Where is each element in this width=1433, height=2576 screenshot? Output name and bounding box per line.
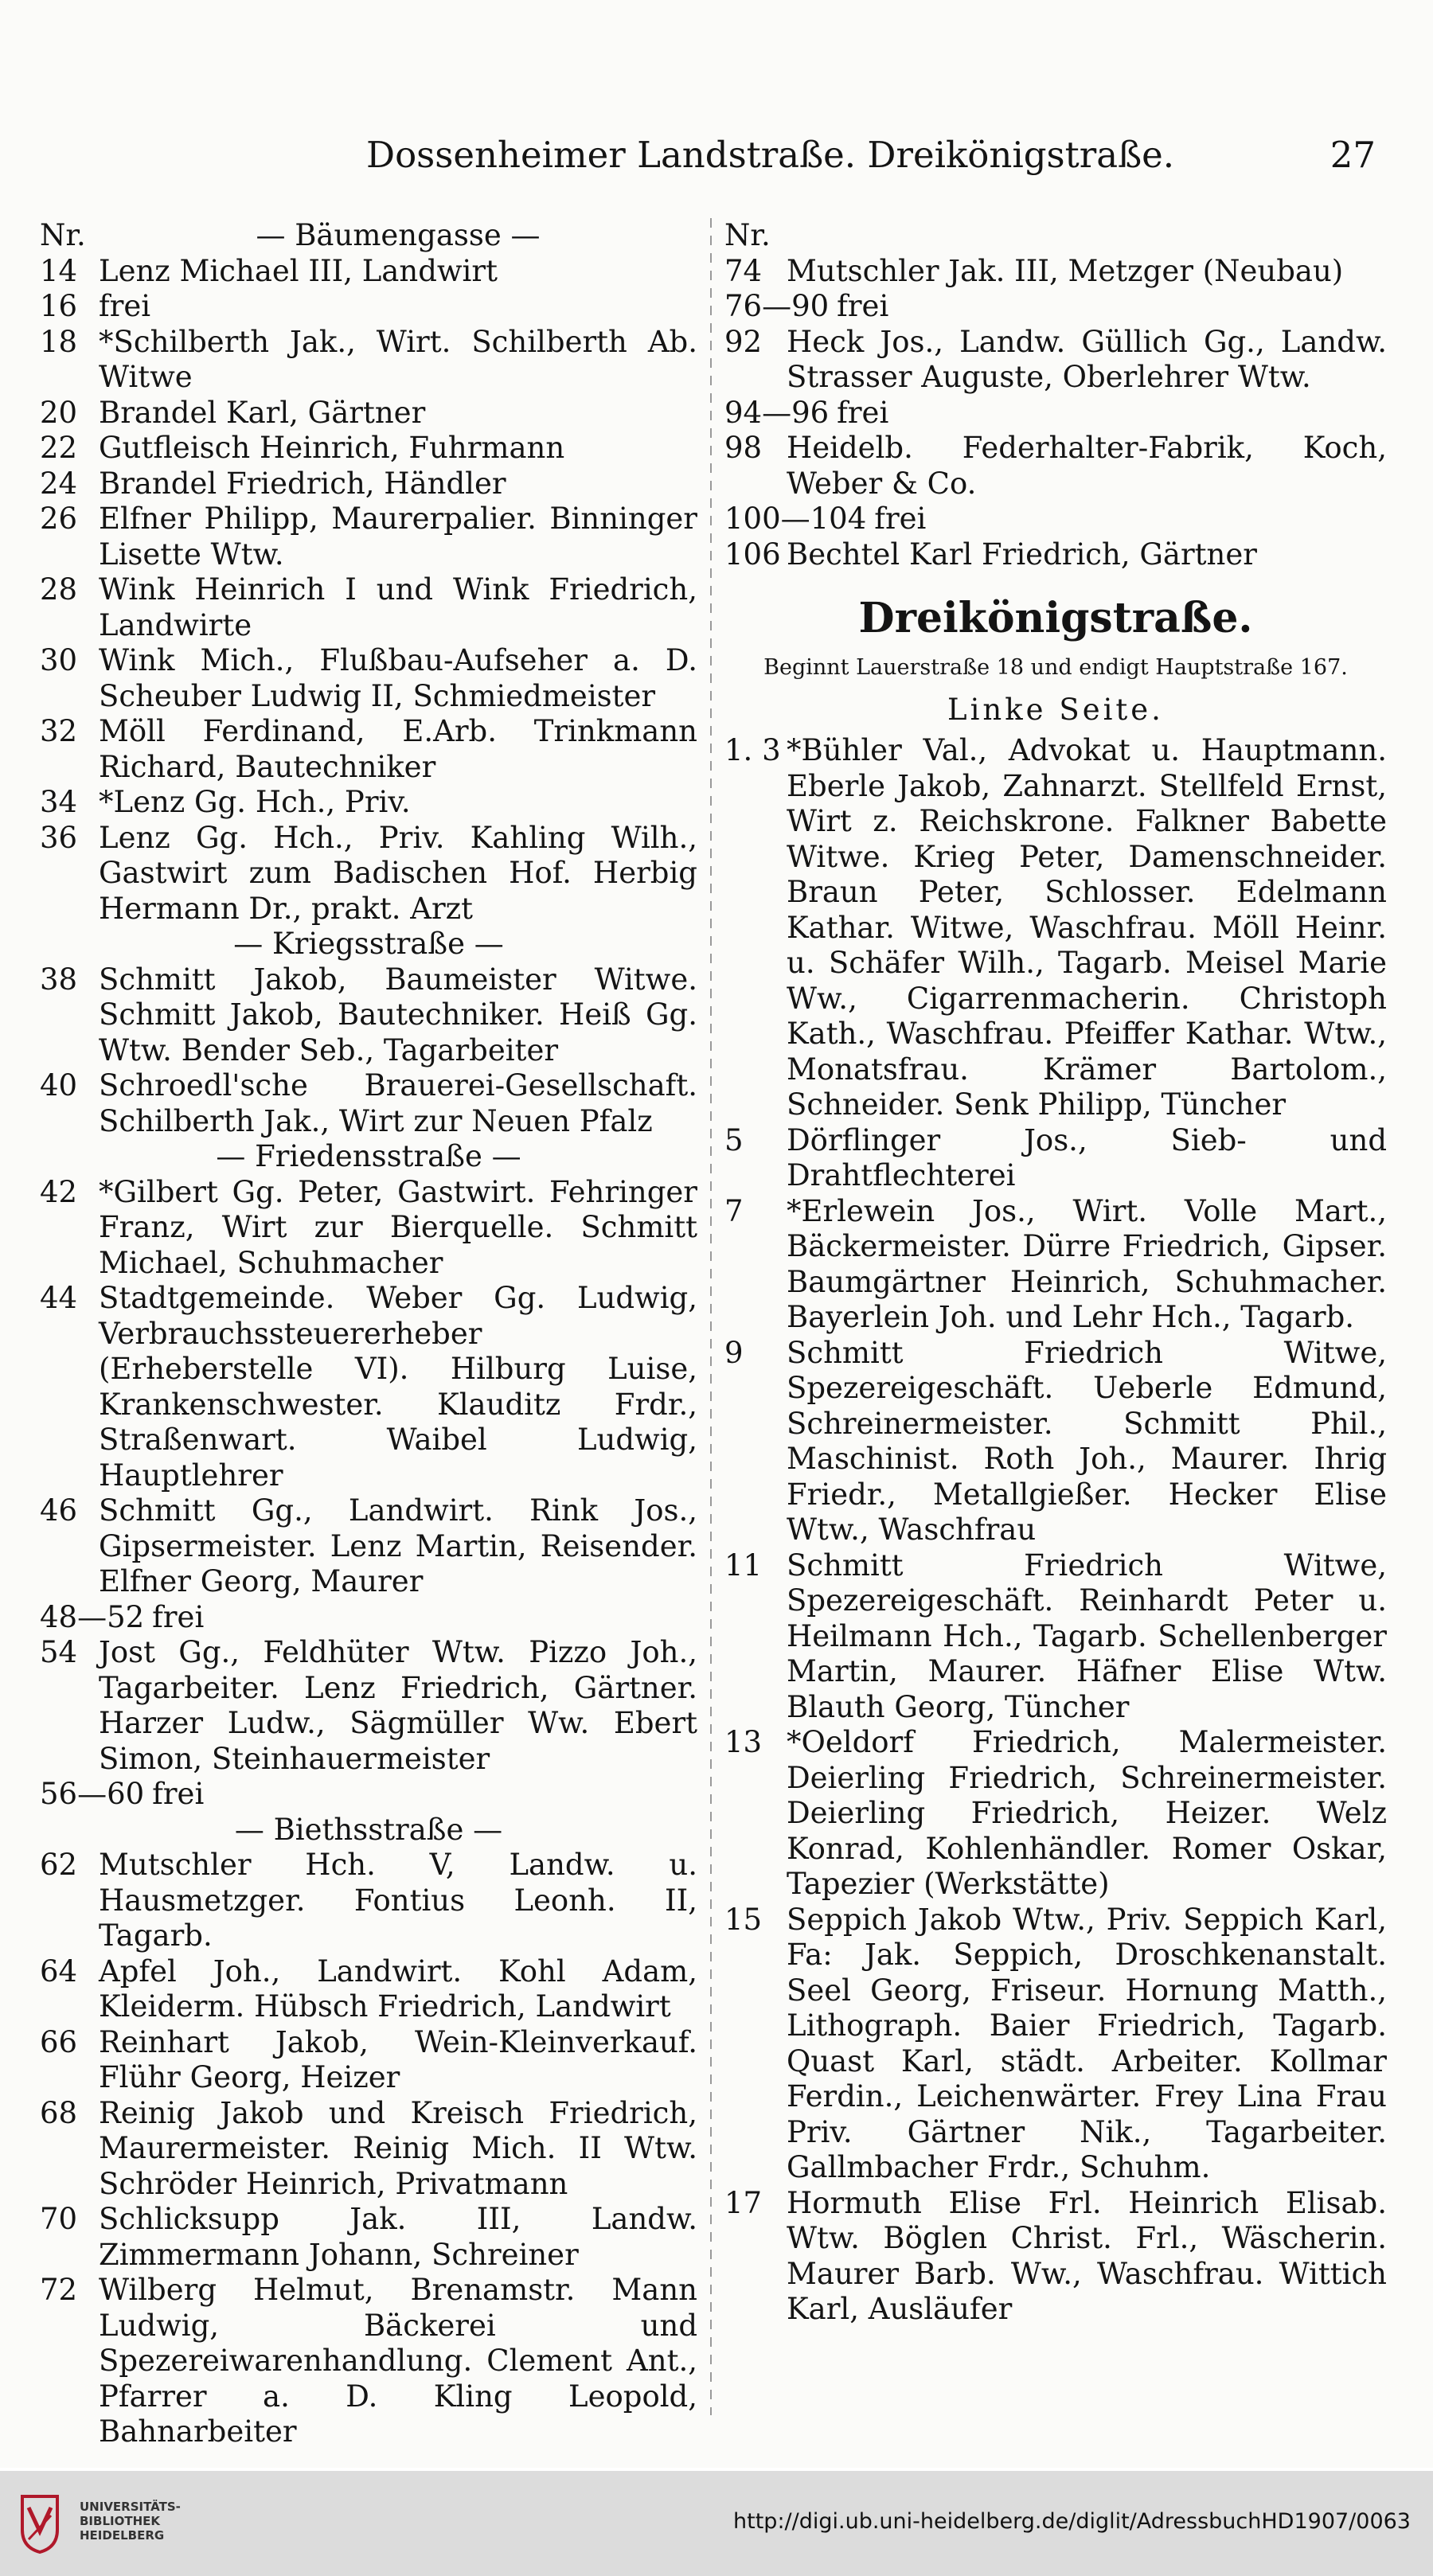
entry-text: Heck Jos., Landw. Güllich Gg., Landw. Strasser Auguste, Oberlehrer Wtw. [787, 324, 1387, 394]
address-entry [40, 466, 697, 502]
house-number: 44 [40, 1281, 78, 1315]
right-column [724, 218, 1387, 2328]
entry-text: Dörflinger Jos., Sieb- und Drahtflechterei [787, 1122, 1387, 1192]
address-entry [40, 2273, 697, 2450]
house-number: 9 [724, 1335, 744, 1370]
entry-text: Jost Gg., Feldhüter Wtw. Pizzo Joh., Tagarbeiter. Lenz Friedrich, Gärtner. Harzer Ludw., Sägmüller Ww. Ebert Simon, Steinhauermeister [99, 1635, 697, 1776]
house-number: 15 [724, 1902, 763, 1937]
address-entry [40, 2025, 697, 2096]
house-number: 11 [724, 1548, 763, 1583]
address-entry [724, 1725, 1387, 1903]
entry-text: frei [874, 502, 927, 536]
entry-text: Schlicksupp Jak. III, Landw. Zimmermann Johann, Schreiner [99, 2202, 697, 2272]
address-entry [724, 1123, 1387, 1194]
address-entry [724, 733, 1387, 1123]
entry-text: Seppich Jakob Wtw., Priv. Seppich Karl, Fa: Jak. Seppich, Droschkenanstalt. Seel Georg, Friseur. Hornung Matth., Lithograph. Baier Friedrich, Tagarb. Quast Karl, städt. Arbeiter. Kollmar Ferdin., Leichenwärter. Frey Lina Frau Priv. Gärtner Nik., Tagarbeiter. Gallmbacher Frdr., Schuhm. [787, 1902, 1387, 2184]
house-number: 54 [40, 1635, 78, 1669]
address-entry [724, 1548, 1387, 1726]
house-number: 62 [40, 1848, 78, 1882]
house-number: 32 [40, 714, 78, 748]
house-number: 7 [724, 1193, 744, 1228]
cross-street-label: — Biethsstraße — [234, 1812, 503, 1847]
heidelberg-library-logo-icon [18, 2492, 62, 2554]
address-entry [40, 1281, 697, 1493]
house-number: 64 [40, 1953, 78, 1989]
address-entry [40, 1175, 697, 1282]
entry-text: frei [837, 289, 889, 323]
entry-text: Lenz Gg. Hch., Priv. Kahling Wilh., Gastwirt zum Badischen Hof. Herbig Hermann Dr., prakt. Arzt [99, 820, 697, 926]
entry-text: Heidelb. Federhalter-Fabrik, Koch, Weber & Co. [787, 431, 1387, 501]
address-entry [724, 1194, 1387, 1336]
house-number: 42 [40, 1174, 78, 1209]
cross-street-label: — Kriegsstraße — [233, 927, 504, 961]
house-number: 100—104 [724, 502, 867, 536]
address-entry [40, 1068, 697, 1139]
address-entry [724, 396, 1387, 431]
address-entry [40, 785, 697, 821]
entry-text: Reinhart Jakob, Wein-Kleinverkauf. Flühr Georg, Heizer [99, 2024, 697, 2094]
house-number: 36 [40, 820, 78, 855]
entry-text: Wink Heinrich I und Wink Friedrich, Landwirte [99, 572, 697, 642]
entry-text: Schmitt Gg., Landwirt. Rink Jos., Gipsermeister. Lenz Martin, Reisender. Elfner Georg, Maurer [99, 1493, 697, 1598]
house-number: 68 [40, 2095, 78, 2130]
address-entry [40, 1848, 697, 1954]
address-entry [40, 1635, 697, 1777]
house-number: 14 [40, 253, 78, 288]
address-entry [40, 962, 697, 1069]
entry-text: Schmitt Friedrich Witwe, Spezereigeschäft. Ueberle Edmund, Schreinermeister. Schmitt Phil., Maschinist. Roth Joh., Maurer. Ihrig Friedr., Metallgießer. Hecker Elise Wtw., Waschfrau [787, 1335, 1387, 1547]
address-entry [40, 1777, 697, 1813]
address-entry [40, 2202, 697, 2273]
address-entry [40, 325, 697, 396]
house-number: 18 [40, 324, 78, 359]
viewer-footer [0, 2471, 1433, 2576]
house-number: 76—90 [724, 289, 830, 323]
running-head-title: Dossenheimer Landstraße. Dreikönigstraße. [366, 134, 1175, 176]
entry-text [787, 218, 1387, 254]
entry-text: *Lenz Gg. Hch., Priv. [99, 785, 411, 819]
entry-text: Hormuth Elise Frl. Heinrich Elisab. Wtw. Böglen Christ. Frl., Wäscherin. Maurer Barb. Ww., Waschfrau. Wittich Karl, Ausläufer [787, 2185, 1387, 2326]
library-name-line: BIBLIOTHEK [80, 2514, 160, 2528]
address-entry [724, 2186, 1387, 2328]
library-name-line: HEIDELBERG [80, 2528, 165, 2543]
page-number: 27 [1330, 134, 1376, 176]
house-number: Nr. [40, 218, 86, 252]
street-note: Beginnt Lauerstraße 18 und endigt Hauptstraße 167. [763, 655, 1348, 680]
address-entry [724, 431, 1387, 502]
address-entry [724, 502, 1387, 537]
library-name-line: UNIVERSITÄTS- [80, 2500, 181, 2514]
entry-text: *Oeldorf Friedrich, Malermeister. Deierling Friedrich, Schreinermeister. Deierling Friedrich, Heizer. Welz Konrad, Kohlenhändler. Romer Oskar, Tapezier (Werkstätte) [787, 1725, 1387, 1901]
cross-street-label: — Friedensstraße — [216, 1139, 521, 1173]
address-entry [724, 1336, 1387, 1548]
house-number: 92 [724, 324, 763, 359]
entry-text: frei [99, 289, 151, 323]
entry-text: — Bäumengasse — [256, 218, 541, 252]
entry-text: *Bühler Val., Advokat u. Hauptmann. Eberle Jakob, Zahnarzt. Stellfeld Ernst, Wirt z. Reichskrone. Falkner Babette Witwe. Krieg Peter, Damenschneider. Braun Peter, Schlosser. Edelmann Kathar. Witwe, Waschfrau. Möll Heinr. u. Schäfer Wilh., Tagarb. Meisel Marie Ww., Cigarrenmacherin. Christoph Kath., Waschfrau. Pfeiffer Kathar. Wtw., Monatsfrau. Krämer Bartolom., Schneider. Senk Philipp, Tüncher [787, 733, 1387, 1122]
address-entry [40, 502, 697, 572]
house-number: 40 [40, 1068, 78, 1103]
side-label: Linke Seite. [947, 693, 1164, 727]
address-entry [724, 289, 1387, 325]
house-number: 20 [40, 395, 78, 430]
entry-text: Stadtgemeinde. Weber Gg. Ludwig, Verbrauchssteuererheber (Erheberstelle VI). Hilburg Luise, Krankenschwester. Klauditz Frdr., Straßenwart. Waibel Ludwig, Hauptlehrer [99, 1281, 697, 1493]
house-number: 16 [40, 289, 78, 323]
address-entry [40, 1493, 697, 1600]
house-number: 46 [40, 1493, 78, 1528]
house-number: 26 [40, 502, 78, 536]
house-number: 70 [40, 2202, 78, 2236]
left-column [40, 218, 697, 2450]
address-entry [40, 289, 697, 325]
address-entry [40, 821, 697, 927]
address-entry [40, 1600, 697, 1636]
entry-text: Schmitt Jakob, Baumeister Witwe. Schmitt Jakob, Bautechniker. Heiß Gg. Wtw. Bender Seb., Tagarbeiter [99, 962, 697, 1067]
entry-text: Wilberg Helmut, Brenamstr. Mann Ludwig, Bäckerei und Spezereiwarenhandlung. Clement Ant., Pfarrer a. D. Kling Leopold, Bahnarbeiter [99, 2273, 697, 2449]
address-entry [724, 254, 1387, 290]
house-number: 38 [40, 962, 78, 997]
entry-text: *Schilberth Jak., Wirt. Schilberth Ab. Witwe [99, 324, 697, 394]
entry-text: Schmitt Friedrich Witwe, Spezereigeschäft. Reinhardt Peter u. Heilmann Hch., Tagarb. Schellenberger Martin, Maurer. Häfner Elise Wtw. Blauth Georg, Tüncher [787, 1548, 1387, 1724]
address-entry [724, 1903, 1387, 2186]
house-number: Nr. [724, 218, 771, 252]
house-number: 5 [724, 1122, 744, 1157]
house-number: 13 [724, 1725, 763, 1759]
house-number: 74 [724, 253, 763, 288]
house-number: 98 [724, 431, 763, 465]
column-divider [710, 218, 712, 2415]
house-number: 34 [40, 785, 78, 819]
address-entry [40, 714, 697, 785]
entry-text: Mutschler Hch. V, Landw. u. Hausmetzger. Fontius Leonh. II, Tagarb. [99, 1848, 697, 1953]
address-entry [724, 325, 1387, 396]
house-number: 30 [40, 643, 78, 677]
entry-text: frei [152, 1599, 205, 1634]
address-entry [40, 218, 697, 254]
house-number: 28 [40, 572, 78, 607]
entry-text: Wink Mich., Flußbau-Aufseher a. D. Scheuber Ludwig II, Schmiedmeister [99, 643, 697, 713]
street-heading: Dreikönigstraße. [858, 594, 1253, 642]
address-entry [40, 431, 697, 466]
address-entry [40, 572, 697, 643]
entry-text: Brandel Karl, Gärtner [99, 395, 426, 430]
entry-text: frei [837, 395, 889, 430]
house-number: 56—60 [40, 1777, 145, 1811]
entry-text: frei [152, 1777, 205, 1811]
address-entry [40, 1954, 697, 2025]
address-entry [40, 2096, 697, 2203]
address-entry [724, 218, 1387, 254]
address-entry [40, 643, 697, 714]
address-entry [40, 254, 697, 290]
entry-text: Reinig Jakob und Kreisch Friedrich, Maurermeister. Reinig Mich. II Wtw. Schröder Heinrich, Privatmann [99, 2095, 697, 2201]
entry-text: Apfel Joh., Landwirt. Kohl Adam, Kleiderm. Hübsch Friedrich, Landwirt [99, 1953, 697, 2024]
entry-text: Gutfleisch Heinrich, Fuhrmann [99, 431, 565, 465]
house-number: 1. 3 [724, 733, 781, 767]
entry-text: Brandel Friedrich, Händler [99, 466, 506, 501]
entry-text: Möll Ferdinand, E.Arb. Trinkmann Richard, Bautechniker [99, 714, 697, 784]
house-number: 17 [724, 2185, 763, 2220]
house-number: 22 [40, 431, 78, 465]
running-head [0, 134, 1433, 185]
house-number: 106 [724, 537, 781, 572]
house-number: 66 [40, 2024, 78, 2059]
house-number: 72 [40, 2273, 78, 2307]
entry-text: Schroedl'sche Brauerei-Gesellschaft. Schilberth Jak., Wirt zur Neuen Pfalz [99, 1068, 697, 1138]
entry-text: *Erlewein Jos., Wirt. Volle Mart., Bäckermeister. Dürre Friedrich, Gipser. Baumgärtner Heinrich, Schuhmacher. Bayerlein Joh. und Lehr Hch., Tagarb. [787, 1193, 1387, 1334]
house-number: 24 [40, 466, 78, 501]
house-number: 48—52 [40, 1599, 145, 1634]
permalink-url[interactable]: http://digi.ub.uni-heidelberg.de/diglit/AdressbuchHD1907/0063 [733, 2509, 1411, 2534]
entry-text: Lenz Michael III, Landwirt [99, 253, 498, 288]
entry-text: Bechtel Karl Friedrich, Gärtner [787, 537, 1257, 572]
address-entry [724, 537, 1387, 573]
house-number: 94—96 [724, 395, 830, 430]
entry-text: Elfner Philipp, Maurerpalier. Binninger Lisette Wtw. [99, 502, 697, 572]
entry-text: Mutschler Jak. III, Metzger (Neubau) [787, 253, 1344, 288]
library-name [80, 2500, 239, 2543]
entry-text: *Gilbert Gg. Peter, Gastwirt. Fehringer Franz, Wirt zur Bierquelle. Schmitt Michael, Schuhmacher [99, 1174, 697, 1280]
address-entry [40, 396, 697, 431]
